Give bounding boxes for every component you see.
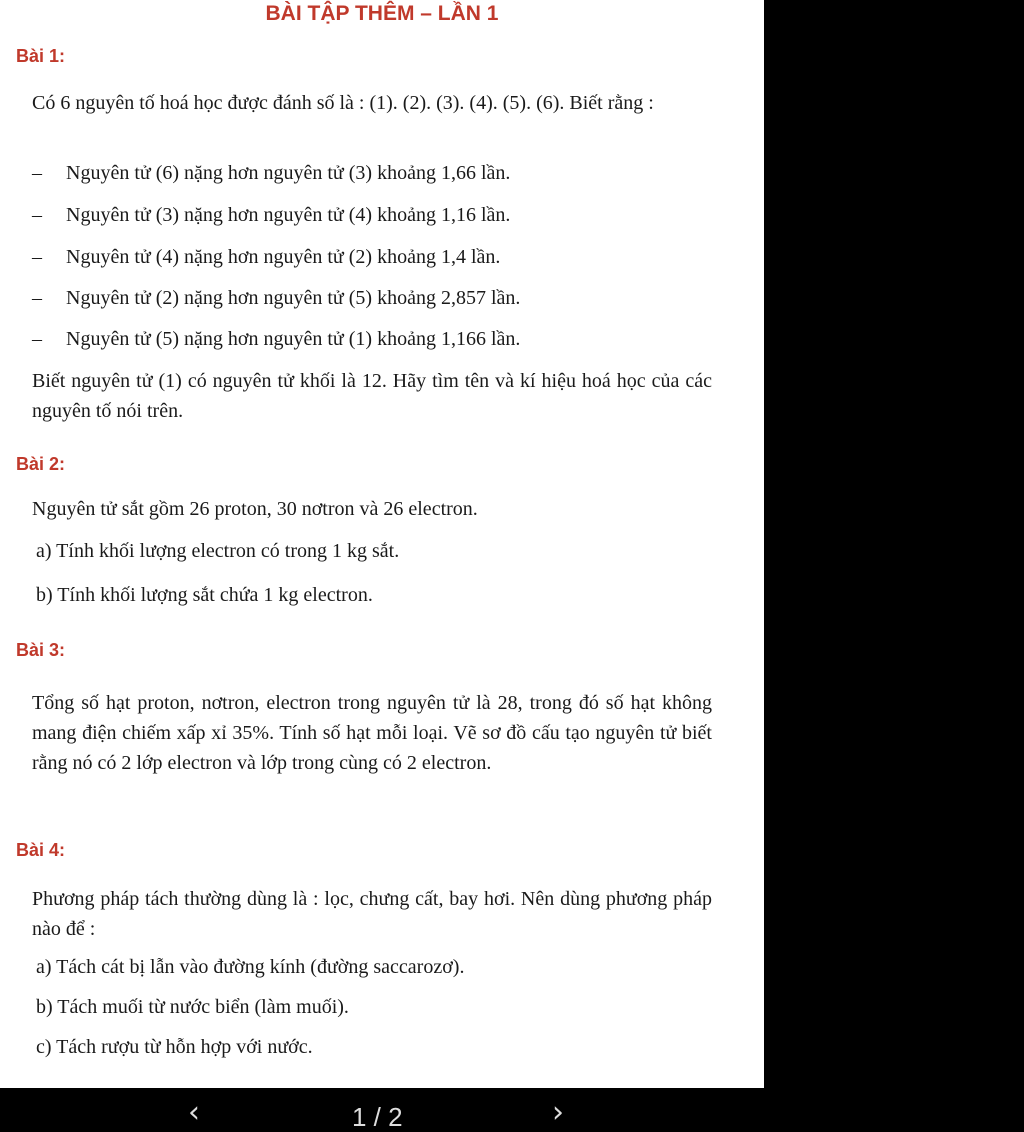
bai4-item-c: c) Tách rượu từ hỗn hợp với nước. [36, 1036, 313, 1058]
bai4-heading: Bài 4: [16, 840, 66, 860]
bai1-item-2: – Nguyên tử (3) nặng hơn nguyên tử (4) khoảng 1,16 lần. [32, 204, 511, 226]
bai1-item-4: – Nguyên tử (2) nặng hơn nguyên tử (5) khoảng 2,857 lần. [32, 287, 521, 309]
bai2-item-a: a) Tính khối lượng electron có trong 1 kg sắt. [36, 540, 400, 562]
bai1-outro: Biết nguyên tử (1) có nguyên tử khối là 12. Hãy tìm tên và kí hiệu hoá học của các nguyên tố nói trên. [32, 370, 712, 422]
chevron-left-icon[interactable]: ‹ [188, 1095, 200, 1130]
bai1-item-5: – Nguyên tử (5) nặng hơn nguyên tử (1) khoảng 1,166 lần. [32, 328, 521, 350]
bai2-item-b: b) Tính khối lượng sắt chứa 1 kg electron. [36, 584, 373, 606]
bai1-item-3: – Nguyên tử (4) nặng hơn nguyên tử (2) khoảng 1,4 lần. [32, 246, 501, 268]
viewer-nav-bar [0, 1088, 1024, 1132]
bai4-item-b: b) Tách muối từ nước biển (làm muối). [36, 996, 349, 1018]
bai1-heading: Bài 1: [16, 46, 66, 66]
bai4-item-a: a) Tách cát bị lẫn vào đường kính (đường saccarozơ). [36, 956, 465, 978]
bai1-item-1: – Nguyên tử (6) nặng hơn nguyên tử (3) khoảng 1,66 lần. [32, 162, 511, 184]
page-title: BÀI TẬP THÊM – LẦN 1 [265, 2, 499, 25]
bai2-heading: Bài 2: [16, 454, 66, 474]
bai1-intro: Có 6 nguyên tố hoá học được đánh số là : (1). (2). (3). (4). (5). (6). Biết rằng : [32, 92, 654, 114]
bai3-text: Tổng số hạt proton, nơtron, electron trong nguyên tử là 28, trong đó số hạt không mang điện chiếm xấp xỉ 35%. Tính số hạt mỗi loại. Vẽ sơ đồ cấu tạo nguyên tử biết rằng nó có 2 lớp electron và lớp trong cùng có 2 electron. [32, 692, 712, 774]
chevron-right-icon[interactable]: › [552, 1095, 564, 1130]
page-indicator: 1 / 2 [352, 1102, 403, 1132]
bai3-heading: Bài 3: [16, 640, 66, 660]
bai2-intro: Nguyên tử sắt gồm 26 proton, 30 nơtron và 26 electron. [32, 498, 478, 520]
bai4-intro: Phương pháp tách thường dùng là : lọc, chưng cất, bay hơi. Nên dùng phương pháp nào để : [32, 888, 712, 940]
